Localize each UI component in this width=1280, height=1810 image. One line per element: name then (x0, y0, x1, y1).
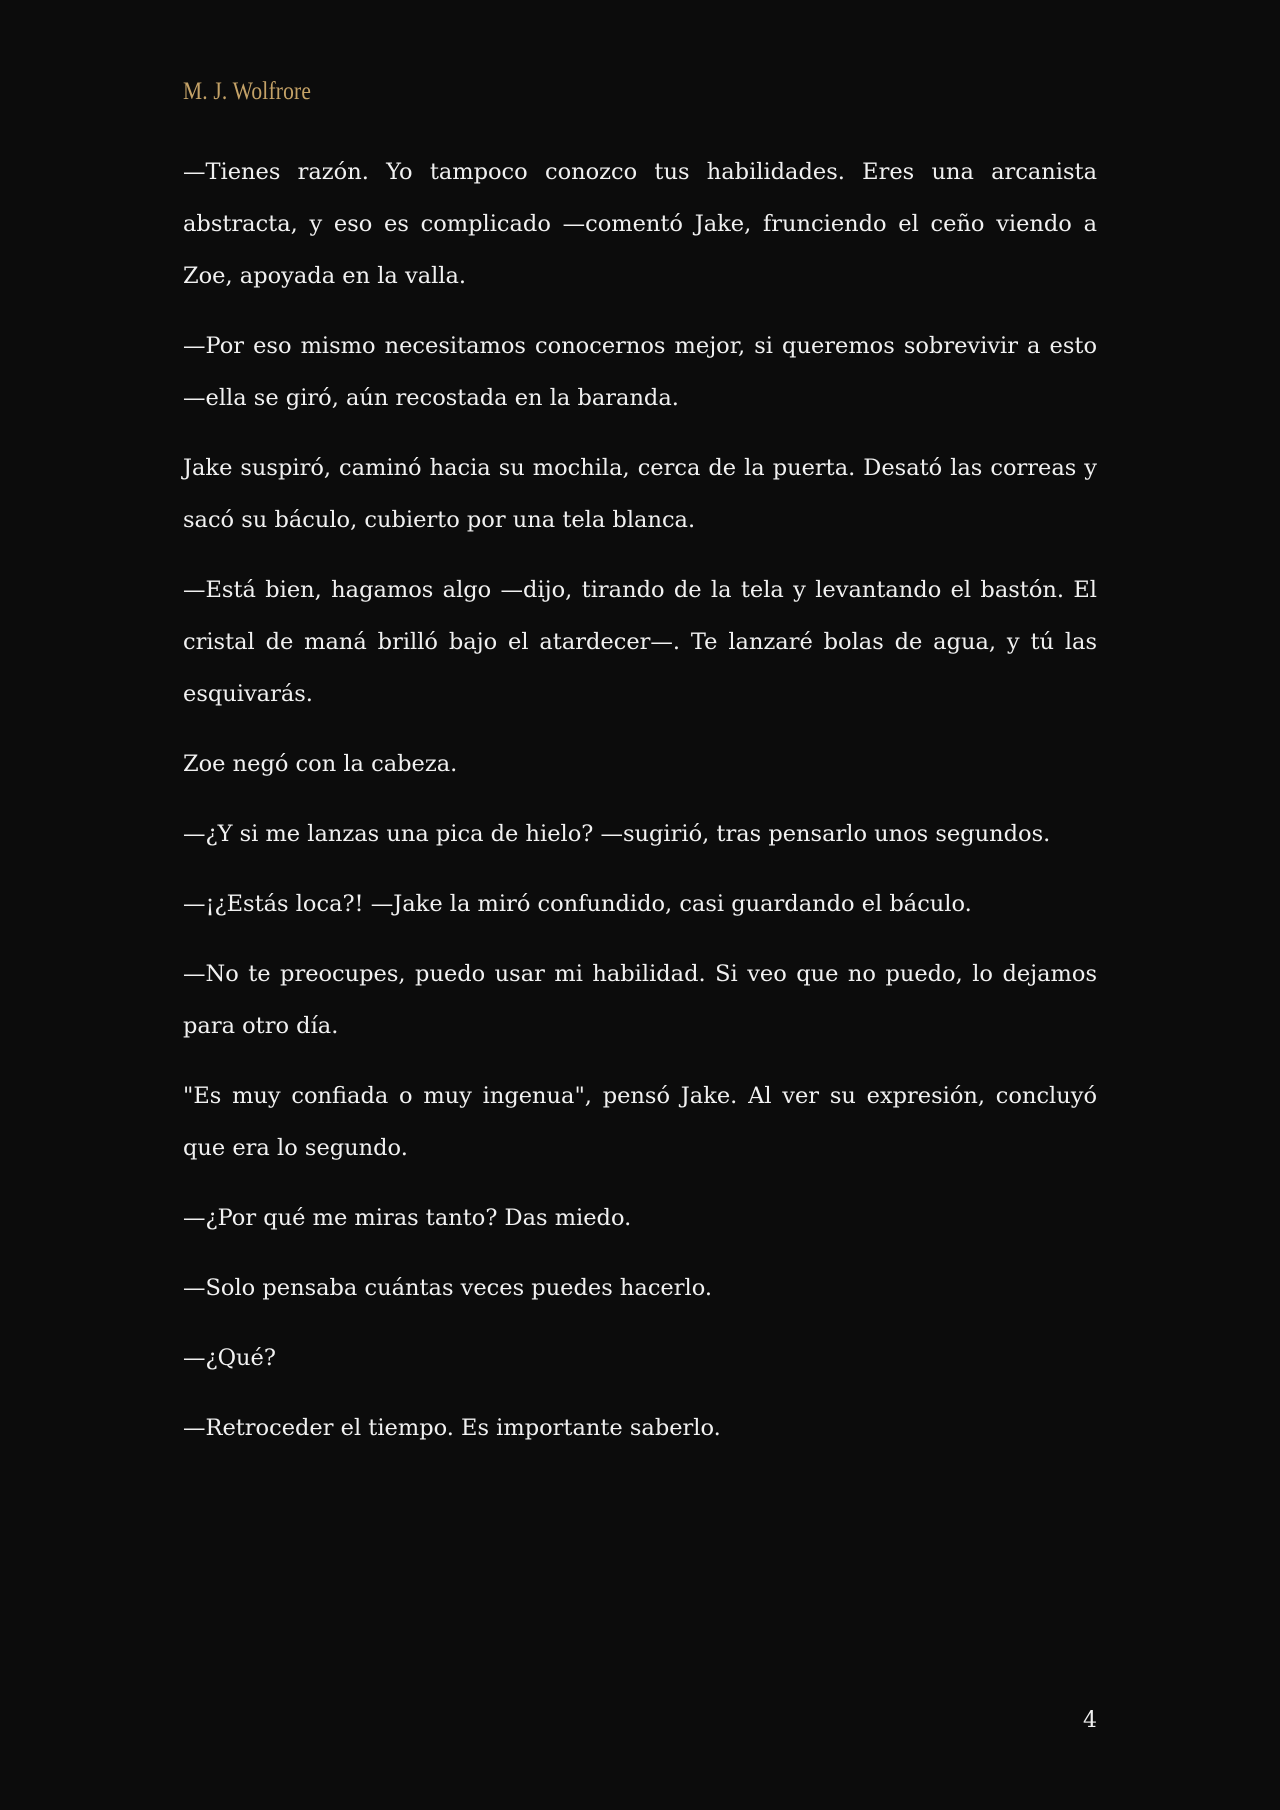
paragraph: —Retroceder el tiempo. Es importante saberlo. (183, 1415, 721, 1441)
paragraph: —¿Y si me lanzas una pica de hielo? —sugirió, tras pensarlo unos segundos. (183, 821, 1051, 847)
page-number: 4 (1083, 1708, 1097, 1733)
paragraph: Jake suspiró, caminó hacia su mochila, cerca de la puerta. Desató las correas y sacó su báculo, cubierto por una tela blanca. (183, 455, 1097, 533)
book-page (183, 0, 1097, 1810)
paragraph: "Es muy confiada o muy ingenua", pensó Jake. Al ver su expresión, concluyó que era lo segundo. (183, 1083, 1097, 1161)
running-header-author: M. J. Wolfrore (183, 78, 312, 105)
paragraph: Zoe negó con la cabeza. (183, 751, 458, 777)
paragraph: —¡¿Estás loca?! —Jake la miró confundido, casi guardando el báculo. (183, 891, 972, 917)
paragraph: —¿Qué? (183, 1345, 276, 1371)
paragraph: —Por eso mismo necesitamos conocernos mejor, si queremos sobrevivir a esto —ella se giró, aún recostada en la baranda. (183, 333, 1097, 411)
paragraph: —¿Por qué me miras tanto? Das miedo. (183, 1205, 632, 1231)
paragraph: —Tienes razón. Yo tampoco conozco tus habilidades. Eres una arcanista abstracta, y eso es complicado —comentó Jake, frunciendo el ceño viendo a Zoe, apoyada en la valla. (183, 159, 1097, 289)
page-body (183, 146, 1097, 1472)
paragraph: —No te preocupes, puedo usar mi habilidad. Si veo que no puedo, lo dejamos para otro día. (183, 961, 1097, 1039)
paragraph: —Solo pensaba cuántas veces puedes hacerlo. (183, 1275, 712, 1301)
paragraph: —Está bien, hagamos algo —dijo, tirando de la tela y levantando el bastón. El cristal de maná brilló bajo el atardecer—. Te lanzaré bolas de agua, y tú las esquivarás. (183, 577, 1097, 707)
